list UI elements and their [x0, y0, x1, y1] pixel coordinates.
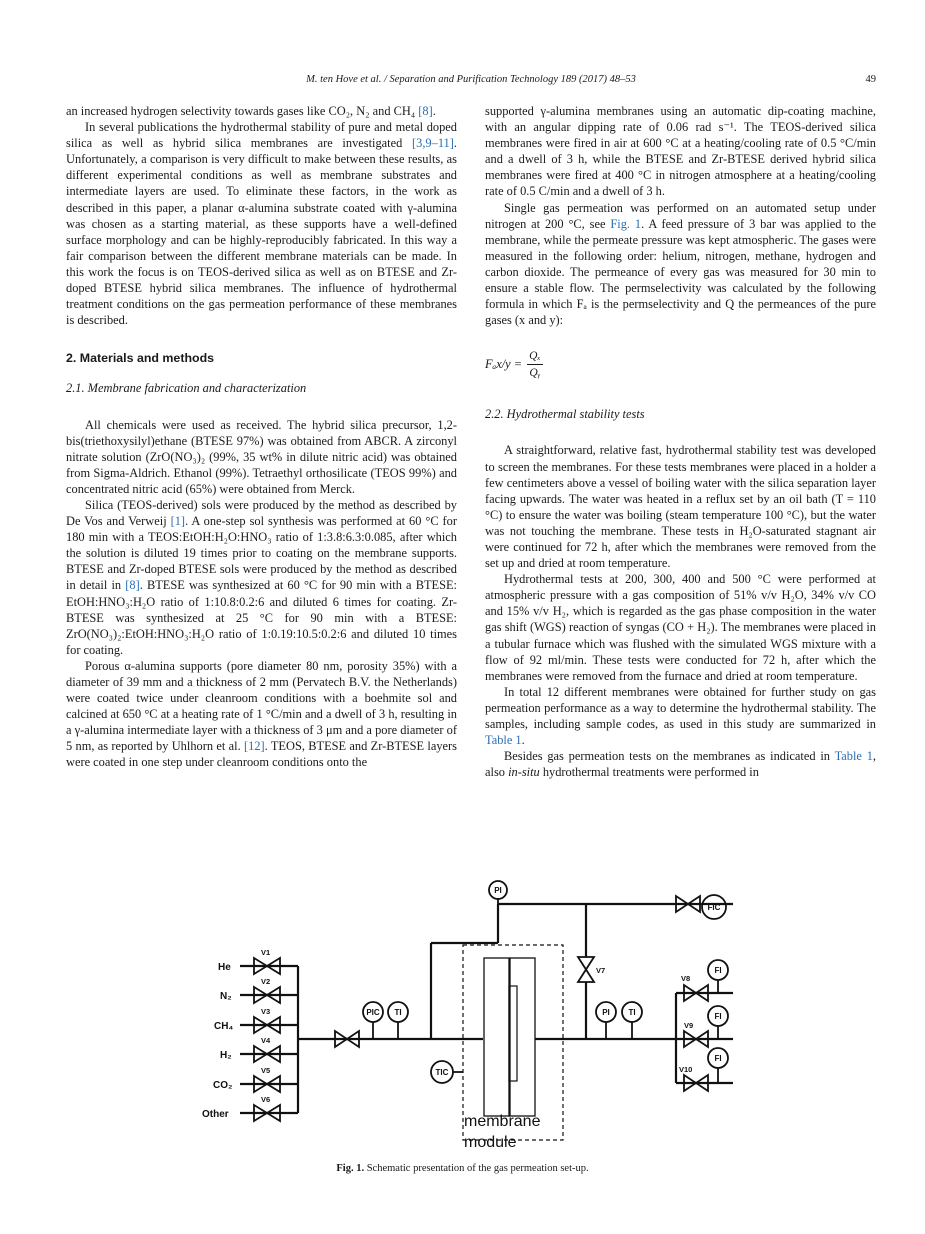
right-column: [485, 103, 876, 780]
instrument-label-fi-2: FI: [714, 1012, 722, 1021]
valve-label-v6: V6: [261, 1095, 271, 1104]
instrument-label-fi-3: FI: [714, 1054, 722, 1063]
module-half-right: [510, 958, 535, 1116]
figure-link[interactable]: Fig. 1: [610, 216, 642, 231]
module-half-left: [484, 958, 509, 1116]
formula-lhs: Fₐx/y =: [485, 357, 523, 372]
paragraph: [66, 103, 457, 119]
text: .: [521, 733, 525, 748]
table-link[interactable]: Table 1: [834, 749, 873, 764]
text: . BTESE was synthesized at 60 °C for 90 min with a BTESE: EtOH:HNO₃:H₂O ratio of 1:10.8:0.2:6 and diluted 6 times for coating. Zr-BTESE was synthesized at 25 °C for 90 min with a BTESE: ZrO(NO₃)₂:EtOH:HNO₃:H₂O ratio of 1:0.19:10.5:0.2:6 and diluted 10 times for coating.: [66, 578, 457, 657]
figure-caption: [0, 1163, 925, 1174]
valve-label-v2: V2: [261, 977, 271, 986]
caption-text: Schematic presentation of the gas permeation set-up.: [364, 1163, 589, 1174]
text: . TEOS, BTESE and Zr-BTESE layers were coated in one step under cleanroom conditions onto the: [66, 739, 457, 770]
gas-label-he: He: [218, 962, 231, 973]
instrument-label-fi-1: FI: [714, 966, 722, 975]
gas-label-ch4: CH₄: [214, 1021, 234, 1032]
gas-label-n2: N₂: [220, 991, 232, 1002]
table-link[interactable]: Table 1: [485, 733, 522, 748]
formula-denominator: Qᵧ: [529, 366, 541, 379]
instrument-label-ti: TI: [394, 1008, 402, 1017]
paragraph: Hydrothermal tests at 200, 300, 400 and 500 °C were performed at atmospheric pressure with a gas composition of 51% v/v H₂O, 34% v/v CO and 15% v/v H₂, which is regarded as the gas phase composition in the water gas shift (WGS) reaction of syngas (CO + H₂). The membranes were placed in a tubular furnace which was flushed with the simulated WGS mixture with a flow of 92 ml/min. These tests were conducted for 72 h, after which the membranes were removed from the furnace and dried at room temperature.: [485, 572, 876, 683]
citation-link[interactable]: [8]: [125, 578, 140, 593]
valve-label-v5: V5: [261, 1066, 271, 1075]
text: In several publications the hydrothermal stability of pure and metal doped silica as well as hybrid silica membranes are investigated: [66, 120, 457, 151]
module-label-line1: membrane: [464, 1113, 541, 1130]
paragraph: supported γ-alumina membranes using an automatic dip-coating machine, with an angular dipping rate of 0.06 rad s⁻¹. The TEOS-derived silica membranes were fired in air at 600 °C at a heating/cooling rate of 0.5 °C/min and a dwell of 3 h, while the BTESE and Zr-BTESE derived hybrid silica membranes were fired at 400 °C in nitrogen atmosphere at a heating/cooling rate of 0.5 C/min and a dwell of 3 h.: [485, 104, 876, 199]
text: . A one-step sol synthesis was performed at 60 °C for 180 min with a TEOS:EtOH:H₂O:HNO₃ ratio of 1:3.8:6.3:0.085, after which the solution is diluted 19 times prior to coating on the membrane supports. BTESE and Zr-doped BTESE sols were produced by the method as described in detail in: [66, 514, 457, 593]
valve-label-v1: V1: [261, 948, 271, 957]
gas-label-co2: CO₂: [213, 1080, 233, 1091]
paragraph: [485, 684, 876, 748]
citation-link[interactable]: [12]: [244, 739, 265, 754]
page-number: 49: [865, 74, 876, 85]
text: in-situ: [508, 765, 540, 780]
instrument-label-tic: TIC: [435, 1068, 449, 1077]
text: . Unfortunately, a comparison is very difficult to make between these results, as different experimental conditions as well as membrane substrates and intermediate layers are used. To eliminate these factors, in the work as described in this paper, a planar α-alumina substrate coated with γ-alumina was chosen as a starting material, as these supports have a well-defined surface morphology and can be highly-reproducibly fabricated. In this way a fair comparison between the different membrane materials can be made. In this work the focus is on TEOS-derived silica as well as on BTESE and Zr-doped BTESE hybrid silica membranes. The influence of hydrothermal treatment conditions on the gas permeation performance of these membranes is described.: [66, 136, 457, 328]
text: Single gas permeation was performed on an automated setup under nitrogen at 200 °C, see: [485, 200, 876, 231]
instrument-label-pi-permeate: PI: [602, 1008, 610, 1017]
text: In total 12 different membranes were obtained for further study on gas permeation performance as a way to determine the hydrothermal stability. The samples, including sample codes, as used in this study are summarized in: [485, 684, 876, 731]
paragraph: All chemicals were used as received. The hybrid silica precursor, 1,2-bis(triethoxysilyl)ethane (BTESE 97%) was obtained from ABCR. A zirconyl nitrate solution (ZrO(NO₃)₂ (99%, 35 wt% in dilute nitric acid) was obtained from Sigma-Aldrich. Ethanol (99%). Tetraethyl orthosilicate (TEOS 99%) and concentrated nitric acid (65%) were obtained from Merck.: [66, 417, 457, 496]
instrument-label-pi-top: PI: [494, 886, 502, 895]
gas-permeation-schematic: [198, 880, 733, 1152]
valve-label-v10: V10: [679, 1065, 693, 1074]
valve-label-v7: V7: [596, 966, 606, 975]
paragraph: [485, 748, 876, 780]
running-header: [66, 74, 876, 90]
paragraph: [66, 658, 457, 771]
instrument-label-fic: FIC: [707, 903, 721, 912]
subsection-heading: 2.2. Hydrothermal stability tests: [485, 407, 645, 422]
section-heading: 2. Materials and methods: [66, 351, 215, 366]
membrane-module-box: [463, 945, 563, 1140]
journal-reference: M. ten Hove et al. / Separation and Purification Technology 189 (2017) 48–53: [306, 74, 636, 85]
citation-link[interactable]: [1]: [170, 514, 186, 529]
valve-label-v8: V8: [681, 974, 691, 983]
permselectivity-formula: [485, 344, 876, 384]
paragraph: A straightforward, relative fast, hydrothermal stability test was developed to screen the membranes. For these tests membranes were placed in a holder a few centimeters above a vessel of boiling water with the silica separation layer facing upwards. The water was heated in a reflux set by an oil bath (T = 110 °C) to ensure the water was boiling (steam temperature 100 °C), but the water was not touching the membrane. These tests in H₂O-saturated stagnant air were continued for 72 h, after which the membranes were removed from the set up and dried at room temperature.: [485, 443, 876, 571]
paragraph: [66, 497, 457, 658]
paragraph: [66, 119, 457, 328]
valve-label-v9: V9: [684, 1021, 694, 1030]
text: an increased hydrogen selectivity towards gases like CO₂, N₂ and CH₄: [66, 104, 419, 118]
paragraph: [485, 200, 876, 329]
subsection-heading: 2.1. Membrane fabrication and characterization: [66, 381, 307, 396]
v7-valve: [578, 957, 594, 982]
gas-label-other: Other: [202, 1109, 229, 1120]
valve-label-v4: V4: [261, 1036, 271, 1045]
text: , also: [485, 749, 877, 780]
instrument-label-pic: PIC: [366, 1008, 380, 1017]
text: Porous α-alumina supports (pore diameter 80 nm, porosity 35%) with a diameter of 39 mm and a thickness of 2 mm (Pervatech B.V. the Netherlands) were coated twice under cleanroom conditions with a boehmite sol and calcined at 650 °C at a heating rate of 1 °C/min and a dwell of 3 h, resulting in a γ-alumina intermediate layer with a thickness of 3 μm and a pore diameter of 5 nm, as reported by Uhlhorn et al.: [66, 658, 457, 754]
formula-fraction: [527, 348, 543, 381]
citation-link[interactable]: [3,9–11]: [412, 136, 454, 151]
module-label-line2: module: [464, 1134, 517, 1151]
citation-link[interactable]: [8]: [418, 104, 433, 118]
formula-numerator: Qₓ: [527, 348, 543, 365]
text: hydrothermal treatments were performed in: [539, 765, 759, 780]
text: .: [432, 104, 436, 118]
gas-label-h2: H₂: [220, 1050, 232, 1061]
text: . A feed pressure of 3 bar was applied to the membrane, while the permeate pressure was kept atmospheric. The gases were measured in the following order: helium, nitrogen, methane, hydrogen and carbon dioxide. The permeance of every gas was measured for 30 min to ensure a stable flow. The permselectivity was calculated by the following formula in which Fₐ is the permselectivity and Q the permeances of the pure gases (x and y):: [485, 216, 876, 328]
instrument-label-ti-permeate: TI: [628, 1008, 636, 1017]
valve-label-v3: V3: [261, 1007, 271, 1016]
text: Silica (TEOS-derived) sols were produced by the method as described by De Vos and Verweij: [66, 497, 457, 529]
caption-label: Fig. 1.: [336, 1163, 365, 1174]
text: Besides gas permeation tests on the membranes as indicated in: [504, 749, 835, 764]
left-column: [66, 103, 457, 771]
